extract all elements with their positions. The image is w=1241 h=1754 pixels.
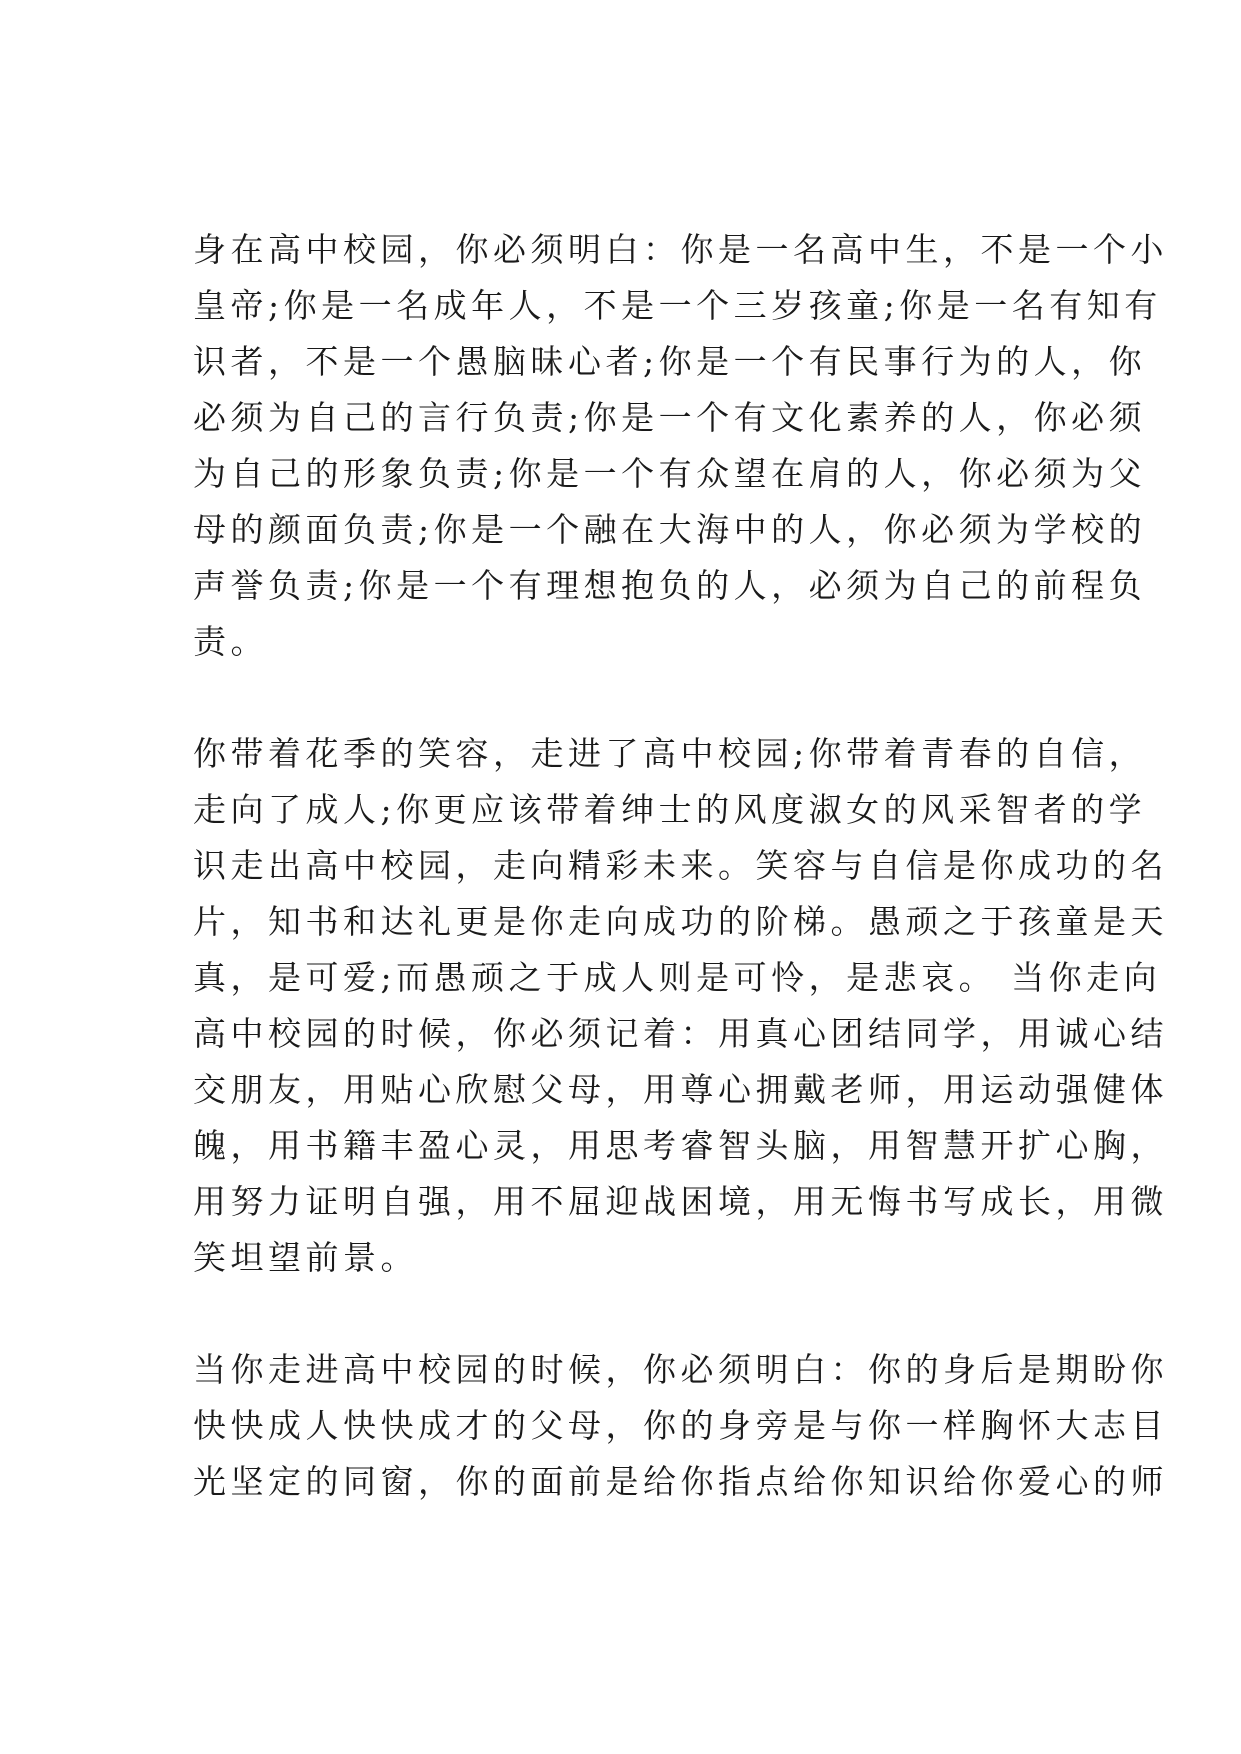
text-line: 为自己的形象负责;你是一个有众望在肩的人，你必须为父 bbox=[193, 454, 1147, 493]
paragraph-gap bbox=[193, 670, 1073, 726]
text-line: 快快成人快快成才的父母，你的身旁是与你一样胸怀大志目 bbox=[193, 1406, 1168, 1445]
text-line: 必须为自己的言行负责;你是一个有文化素养的人，你必须 bbox=[193, 398, 1147, 437]
text-line: 光坚定的同窗，你的面前是给你指点给你知识给你爱心的师 bbox=[193, 1462, 1168, 1501]
text-line: 母的颜面负责;你是一个融在大海中的人，你必须为学校的 bbox=[193, 510, 1147, 549]
text-line: 笑坦望前景。 bbox=[193, 1238, 418, 1277]
text-line: 身在高中校园，你必须明白：你是一名高中生，不是一个小 bbox=[193, 230, 1168, 269]
paragraph-1 bbox=[193, 222, 1168, 670]
text-line: 识者，不是一个愚脑昧心者;你是一个有民事行为的人，你 bbox=[193, 342, 1147, 381]
text-line: 识走出高中校园，走向精彩未来。笑容与自信是你成功的名 bbox=[193, 846, 1168, 885]
text-line: 交朋友，用贴心欣慰父母，用尊心拥戴老师，用运动强健体 bbox=[193, 1070, 1168, 1109]
text-line: 魄，用书籍丰盈心灵，用思考睿智头脑，用智慧开扩心胸， bbox=[193, 1126, 1168, 1165]
text-line: 责。 bbox=[193, 622, 268, 661]
text-line: 当你走进高中校园的时候，你必须明白：你的身后是期盼你 bbox=[193, 1350, 1168, 1389]
text-line: 走向了成人;你更应该带着绅士的风度淑女的风采智者的学 bbox=[193, 790, 1147, 829]
text-line: 高中校园的时候，你必须记着：用真心团结同学，用诚心结 bbox=[193, 1014, 1168, 1053]
text-line: 你带着花季的笑容，走进了高中校园;你带着青春的自信， bbox=[193, 734, 1147, 773]
text-line: 皇帝;你是一名成年人，不是一个三岁孩童;你是一名有知有 bbox=[193, 286, 1162, 325]
paragraph-gap bbox=[193, 1286, 1073, 1342]
paragraph-2 bbox=[193, 726, 1168, 1286]
text-line: 用努力证明自强，用不屈迎战困境，用无悔书写成长，用微 bbox=[193, 1182, 1168, 1221]
document-body bbox=[193, 222, 1168, 1510]
paragraph-3 bbox=[193, 1342, 1168, 1510]
text-line: 片，知书和达礼更是你走向成功的阶梯。愚顽之于孩童是天 bbox=[193, 902, 1168, 941]
text-line: 声誉负责;你是一个有理想抱负的人，必须为自己的前程负 bbox=[193, 566, 1147, 605]
text-line: 真，是可爱;而愚顽之于成人则是可怜，是悲哀。 当你走向 bbox=[193, 958, 1162, 997]
